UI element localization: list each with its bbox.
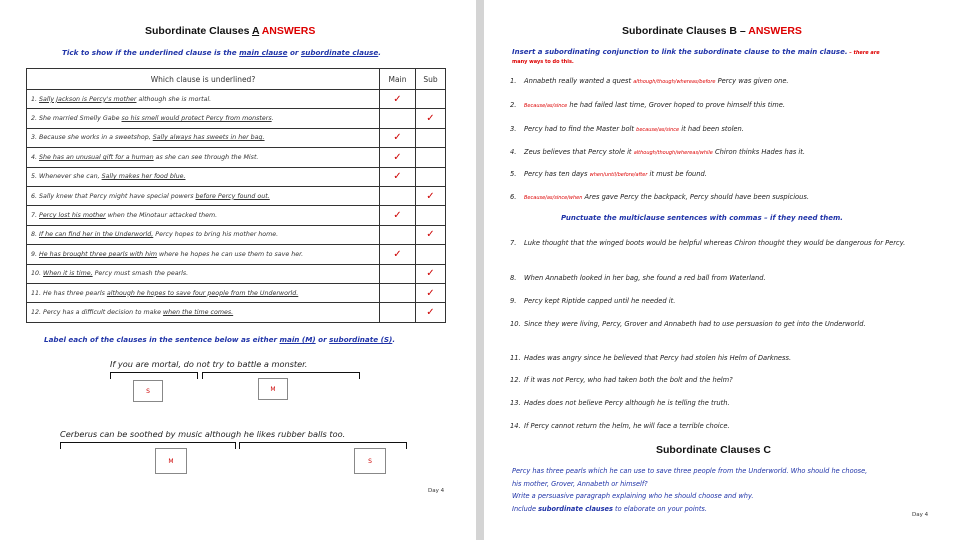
main-cell[interactable] [380, 283, 416, 302]
clause-cell [27, 128, 380, 147]
note-inline: – there are [847, 50, 880, 56]
c-line-4 [512, 503, 942, 516]
q-answer-conjunction: Because/as/since [524, 103, 568, 109]
q-post: Chiron thinks Hades has it. [712, 148, 806, 156]
col-header-clause: Which clause is underlined? [27, 69, 380, 90]
label-part: Label each of the clauses in the sentence below as either [44, 335, 280, 344]
main-cell[interactable] [380, 206, 416, 225]
q-text-part2: he will face a terrible choice. [631, 422, 730, 430]
clause-post: Percy must smash the pearls. [92, 270, 189, 278]
q-pre: Percy has ten days [524, 170, 590, 178]
clause-post: Percy hopes to bring his mother home. [153, 231, 279, 239]
main-cell[interactable] [380, 303, 416, 322]
q-number: 1. [510, 77, 517, 85]
table-row [27, 109, 446, 128]
question-4 [510, 147, 924, 159]
q-post: Ares gave Percy the backpack, Percy should have been suspicious. [582, 193, 809, 201]
clause-pre: 4. [31, 153, 40, 161]
table-row [27, 206, 446, 225]
table-row [27, 167, 446, 186]
clause-underlined: He has brought three pearls with him [39, 250, 158, 258]
c-line-1: Percy has three pearls which he can use to save three people from the Underworld. Who should he choose, [512, 467, 868, 475]
sub-cell[interactable] [416, 283, 446, 302]
tick-icon: ✓ [426, 306, 435, 318]
q-number: 6. [510, 193, 517, 201]
tick-icon: ✓ [426, 113, 435, 125]
clause-cell [27, 283, 380, 302]
clause-underlined: If he can find her in the Underworld, [39, 231, 154, 239]
answer-box-s2-1: M [155, 448, 187, 474]
page-a-title [145, 25, 315, 37]
label-main: main (M) [279, 335, 316, 344]
table-row [27, 128, 446, 147]
clause-cell [27, 206, 380, 225]
tick-icon: ✓ [426, 268, 435, 280]
q-text: Hades does not believe Percy although he is telling the truth. [524, 399, 730, 407]
tick-icon: ✓ [426, 229, 435, 241]
clause-pre: 6. Sally knew that Percy might have special powers [31, 192, 196, 200]
clause-cell [27, 148, 380, 167]
c-line-4-bold: subordinate clauses [538, 504, 613, 513]
q-pre: Annabeth really wanted a quest [524, 77, 634, 85]
table-body [27, 90, 446, 323]
q-text-part1: If Percy cannot return the helm, [524, 422, 631, 430]
q-number: 10. [510, 320, 521, 328]
q-answer-conjunction: when/until/before/after [589, 172, 648, 178]
clause-post: . [271, 115, 274, 123]
clause-cell [27, 186, 380, 205]
q-text: Percy kept Riptide capped until he needed it. [524, 297, 676, 305]
instr-end: . [378, 48, 381, 57]
q-pre: Percy had to find the Master bolt [524, 125, 637, 133]
clause-post: when the Minotaur attacked them. [105, 212, 218, 220]
question-2 [510, 100, 924, 112]
clause-pre: 10. [31, 270, 44, 278]
worksheet-page-a [0, 0, 476, 540]
table-row [27, 245, 446, 264]
q-number: 4. [510, 148, 517, 156]
tick-icon: ✓ [393, 93, 402, 105]
label-or: or [315, 335, 330, 344]
main-cell[interactable] [380, 148, 416, 167]
table-header-row [27, 69, 446, 90]
clause-underlined: When it is time, [43, 270, 93, 278]
page-b-instruction [512, 48, 880, 56]
clause-underlined: Percy lost his mother [39, 212, 106, 220]
clause-underlined: Sally Jackson is Percy's mother [39, 95, 137, 103]
title-text: Subordinate Clauses [622, 25, 730, 37]
table-row [27, 90, 446, 109]
question-6 [510, 192, 924, 204]
question-3 [510, 124, 924, 136]
note-line2: many ways to do this. [512, 59, 574, 65]
table-row [27, 148, 446, 167]
question-7 [510, 238, 924, 249]
question-13 [510, 398, 924, 409]
page-a-instruction [62, 48, 381, 57]
sub-cell[interactable] [416, 186, 446, 205]
instr-sub: subordinate clause [300, 48, 379, 57]
question-12 [510, 375, 924, 386]
table-row [27, 303, 446, 322]
q-number: 3. [510, 125, 517, 133]
sentence-one: If you are mortal, do not try to battle a monster. [110, 359, 308, 369]
clause-pre: 3. Because she works in a sweetshop, [31, 134, 153, 142]
label-instruction [44, 335, 395, 344]
q-text: When Annabeth looked in her bag, she found a red ball from Waterland. [524, 274, 766, 282]
table-row [27, 186, 446, 205]
instr-part: Tick to show if the underlined clause is the [62, 48, 240, 57]
clause-table [26, 68, 446, 323]
main-cell[interactable] [380, 186, 416, 205]
q-text-part2: Percy, Grover and Annabeth had to use persuasion to get into the Underworld. [600, 320, 866, 328]
instr-or: or [287, 48, 301, 57]
sub-cell[interactable] [416, 303, 446, 322]
page-b-title [622, 25, 802, 37]
clause-underlined: Sally makes her food blue. [101, 173, 186, 181]
q-text-part1: Since they were living, [524, 320, 601, 328]
title-letter: B [729, 25, 737, 37]
q-answer-conjunction: Because/as/since/when [524, 195, 583, 201]
sub-cell[interactable] [416, 90, 446, 109]
c-line-4-pre: Include [512, 504, 539, 513]
tick-icon: ✓ [393, 248, 402, 260]
q-text: Luke thought that the winged boots would be helpful whereas Chiron thought they would be dangerous for Percy. [524, 239, 906, 247]
tick-icon: ✓ [426, 287, 435, 299]
day-label-a: Day 4 [428, 488, 445, 494]
sub-cell[interactable] [416, 206, 446, 225]
q-number: 7. [510, 239, 517, 247]
main-cell[interactable] [380, 264, 416, 283]
q-post: Percy was given one. [715, 77, 789, 85]
section-c-text [512, 465, 942, 515]
answer-box-s2-2: S [354, 448, 386, 474]
clause-underlined: although he hopes to save four people from the Underworld. [106, 289, 299, 297]
sentence-two: Cerberus can be soothed by music although he likes rubber balls too. [60, 429, 346, 439]
sub-cell[interactable] [416, 264, 446, 283]
title-answers: ANSWERS [261, 25, 316, 37]
q-number: 8. [510, 274, 517, 282]
tick-icon: ✓ [393, 132, 402, 144]
q-post: it must be found. [647, 170, 707, 178]
clause-pre: 9. [31, 250, 40, 258]
worksheet-page-b [484, 0, 960, 540]
title-text: Subordinate Clauses [145, 25, 252, 37]
q-text-part2: who had taken both the bolt and the helm? [585, 376, 733, 384]
clause-underlined: when the time comes. [162, 308, 234, 316]
q-number: 13. [510, 399, 521, 407]
main-cell[interactable] [380, 90, 416, 109]
clause-post: as she can see through the Mist. [153, 153, 259, 161]
title-letter: A [251, 25, 260, 37]
q-answer-conjunction: although/though/whereas/before [633, 79, 716, 85]
tick-icon: ✓ [393, 171, 402, 183]
q-number: 11. [510, 354, 521, 362]
q-number: 5. [510, 170, 517, 178]
table-row [27, 283, 446, 302]
sub-cell[interactable] [416, 148, 446, 167]
col-header-sub: Sub [416, 69, 446, 90]
clause-cell [27, 90, 380, 109]
answer-box-s1-2: M [258, 378, 288, 400]
bracket-s2-clause1 [60, 442, 236, 449]
question-8 [510, 273, 924, 284]
q-answer-conjunction: although/though/whereas/while [633, 150, 713, 156]
q-post: it had been stolen. [679, 125, 744, 133]
table-row [27, 264, 446, 283]
clause-underlined: Sally always has sweets in her bag. [152, 134, 265, 142]
section-c-title: Subordinate Clauses C [656, 444, 771, 456]
main-cell[interactable] [380, 167, 416, 186]
sub-cell[interactable] [416, 109, 446, 128]
clause-pre: 1. [31, 95, 40, 103]
day-label-b: Day 4 [912, 512, 929, 518]
clause-cell [27, 109, 380, 128]
title-answers: ANSWERS [748, 25, 802, 37]
clause-pre: 7. [31, 212, 40, 220]
q-post: he had failed last time, Grover hoped to prove himself this time. [567, 101, 785, 109]
main-cell[interactable] [380, 225, 416, 244]
question-10 [510, 319, 924, 330]
clause-pre: 8. [31, 231, 40, 239]
clause-pre: 11. He has three pearls [31, 289, 107, 297]
q-pre: Zeus believes that Percy stole it [524, 148, 634, 156]
q-text-part1: If it was not Percy, [524, 376, 586, 384]
clause-pre: 2. She married Smelly Gabe [31, 115, 122, 123]
clause-cell [27, 264, 380, 283]
title-dash: – [736, 25, 749, 37]
clause-post: where he hopes he can use them to save her. [157, 250, 304, 258]
sub-cell[interactable] [416, 245, 446, 264]
clause-cell [27, 303, 380, 322]
clause-cell [27, 245, 380, 264]
sub-cell[interactable] [416, 167, 446, 186]
main-cell[interactable] [380, 128, 416, 147]
sub-cell[interactable] [416, 128, 446, 147]
main-cell[interactable] [380, 245, 416, 264]
bracket-s1-clause1 [110, 372, 198, 379]
tick-icon: ✓ [426, 190, 435, 202]
q-number: 14. [510, 422, 521, 430]
question-1 [510, 76, 924, 88]
main-cell[interactable] [380, 109, 416, 128]
clause-pre: 12. Percy has a difficult decision to make [31, 308, 163, 316]
instruction-text: Insert a subordinating conjunction to link the subordinate clause to the main clause. [512, 48, 848, 56]
q-number: 9. [510, 297, 517, 305]
question-5 [510, 169, 924, 181]
clause-underlined: so his smell would protect Percy from monsters [121, 115, 272, 123]
q-answer-conjunction: because/as/since [636, 127, 680, 133]
q-number: 12. [510, 376, 521, 384]
q-number: 2. [510, 101, 517, 109]
c-line-4-post: to elaborate on your points. [612, 504, 707, 513]
question-14 [510, 421, 924, 432]
question-9 [510, 296, 924, 307]
instr-main: main clause [239, 48, 288, 57]
answer-box-s1-1: S [133, 380, 163, 402]
c-line-2: his mother, Grover, Annabeth or himself? [512, 479, 648, 488]
col-header-main: Main [380, 69, 416, 90]
c-line-3: Write a persuasive paragraph explaining who he should choose and why. [512, 492, 754, 500]
clause-cell [27, 225, 380, 244]
label-sub: subordinate (S) [329, 335, 393, 344]
clause-underlined: before Percy found out. [195, 192, 270, 200]
clause-post: although she is mortal. [136, 95, 212, 103]
sub-cell[interactable] [416, 225, 446, 244]
tick-icon: ✓ [393, 151, 402, 163]
punctuate-instruction: Punctuate the multiclause sentences with commas – if they need them. [561, 214, 843, 222]
q-text: Hades was angry since he believed that Percy had stolen his Helm of Darkness. [524, 354, 792, 362]
question-11 [510, 353, 924, 364]
label-end: . [392, 335, 396, 344]
table-row [27, 225, 446, 244]
tick-icon: ✓ [393, 210, 402, 222]
clause-underlined: She has an unusual gift for a human [39, 153, 154, 161]
clause-cell [27, 167, 380, 186]
clause-pre: 5. Whenever she can, [31, 173, 102, 181]
